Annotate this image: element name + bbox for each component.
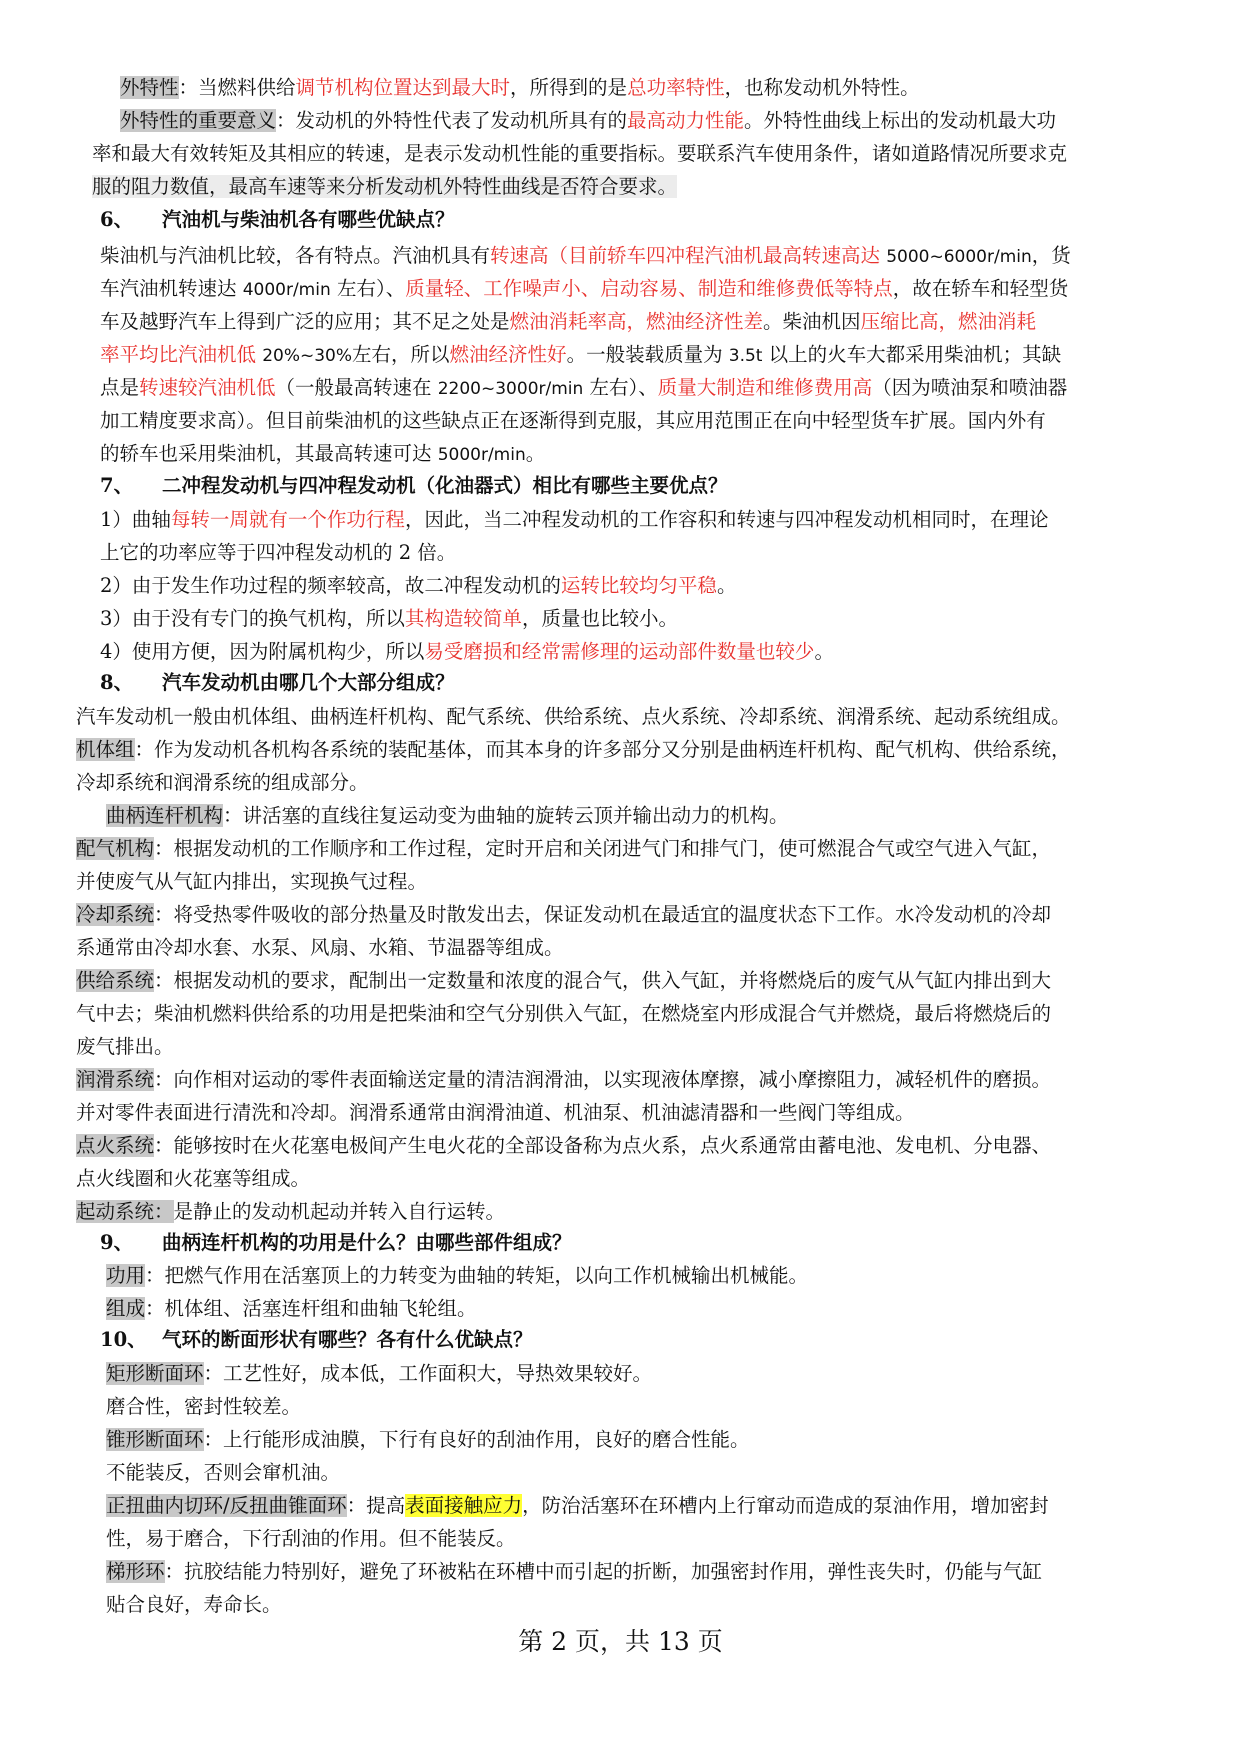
s5-line-4: 服的阻力数值，最高车速等来分析发动机外特性曲线是否符合要求。 <box>92 175 678 198</box>
s6-line-4: 率平均比汽油机低 20%~30%左右，所以燃油经济性好。一般装载质量为 3.5t 以上的火车大都采用柴油机；其缺 <box>100 343 1062 366</box>
s8-line-14: 点火系统：能够按时在火花塞电极间产生电火花的全部设备称为点火系，点火系通常由蓄电池、发电机、分电器、 <box>76 1134 1052 1157</box>
s7-line-2: 上它的功率应等于四冲程发动机的 2 倍。 <box>100 541 457 564</box>
s6-line-7: 的轿车也采用柴油机，其最高转速可达 5000r/min。 <box>100 442 546 465</box>
s8-line-15: 点火线圈和火花塞等组成。 <box>76 1167 311 1190</box>
section-6-heading: 6、 汽油机与柴油机各有哪些优缺点？ <box>100 208 455 231</box>
s7-line-4: 3）由于没有专门的换气机构，所以其构造较简单，质量也比较小。 <box>100 607 678 630</box>
s6-line-1: 柴油机与汽油机比较，各有特点。汽油机具有转速高（目前轿车四冲程汽油机最高转速高达 5000~6000r/min，货 <box>100 244 1071 267</box>
section-8-heading: 8、 汽车发动机由哪几个大部分组成？ <box>100 671 455 694</box>
s8-line-9: 供给系统：根据发动机的要求，配制出一定数量和浓度的混合气，供入气缸，并将燃烧后的废气从气缸内排出到大 <box>76 969 1052 992</box>
s10-line-3: 锥形断面环：上行能形成油膜，下行有良好的刮油作用，良好的磨合性能。 <box>106 1428 750 1451</box>
s6-line-3: 车及越野汽车上得到广泛的应用；其不足之处是燃油消耗率高，燃油经济性差。柴油机因压缩比高，燃油消耗 <box>100 310 1037 333</box>
s10-line-2: 磨合性，密封性较差。 <box>106 1395 302 1418</box>
s10-line-5: 正扭曲内切环/反扭曲锥面环：提高表面接触应力，防治活塞环在环槽内上行窜动而造成的泵油作用，增加密封 <box>106 1494 1049 1517</box>
s8-line-16: 起动系统：是静止的发动机起动并转入自行运转。 <box>76 1200 506 1223</box>
s7-line-3: 2）由于发生作功过程的频率较高，故二冲程发动机的运转比较均匀平稳。 <box>100 574 737 597</box>
page-number-footer: 第 2 页，共 13 页 <box>518 1627 723 1656</box>
s8-line-2: 机体组：作为发动机各机构各系统的装配基体，而其本身的许多部分又分别是曲柄连杆机构、配气机构、供给系统， <box>76 738 1071 761</box>
s8-line-1: 汽车发动机一般由机体组、曲柄连杆机构、配气系统、供给系统、点火系统、冷却系统、润滑系统、起动系统组成。 <box>76 705 1071 728</box>
s10-line-7: 梯形环：抗胶结能力特别好，避免了环被粘在环槽中而引起的折断，加强密封作用，弹性丧失时，仍能与气缸 <box>106 1560 1043 1583</box>
s8-line-5: 配气机构：根据发动机的工作顺序和工作过程，定时开启和关闭进气门和排气门，使可燃混合气或空气进入气缸， <box>76 837 1052 860</box>
s10-line-1: 矩形断面环：工艺性好，成本低，工作面积大，导热效果较好。 <box>106 1362 653 1385</box>
s10-line-6: 性，易于磨合，下行刮油的作用。但不能装反。 <box>106 1527 516 1550</box>
s8-line-10: 气中去；柴油机燃料供给系的功用是把柴油和空气分别供入气缸，在燃烧室内形成混合气并燃烧，最后将燃烧后的 <box>76 1002 1052 1025</box>
s8-line-3: 冷却系统和润滑系统的组成部分。 <box>76 771 369 794</box>
s7-line-5: 4）使用方便，因为附属机构少，所以易受磨损和经常需修理的运动部件数量也较少。 <box>100 640 834 663</box>
section-7-heading: 7、 二冲程发动机与四冲程发动机（化油器式）相比有哪些主要优点？ <box>100 474 728 497</box>
section-10-heading: 10、 气环的断面形状有哪些？各有什么优缺点？ <box>100 1328 533 1351</box>
s9-line-1: 功用：把燃气作用在活塞顶上的力转变为曲轴的转矩，以向工作机械输出机械能。 <box>106 1264 809 1287</box>
s8-line-8: 系通常由冷却水套、水泵、风扇、水箱、节温器等组成。 <box>76 936 564 959</box>
s8-line-7: 冷却系统：将受热零件吸收的部分热量及时散发出去，保证发动机在最适宜的温度状态下工作。水冷发动机的冷却 <box>76 903 1052 926</box>
s10-line-8: 贴合良好，寿命长。 <box>106 1593 282 1616</box>
s8-line-12: 润滑系统：向作相对运动的零件表面输送定量的清洁润滑油，以实现液体摩擦，减小摩擦阻力，减轻机件的磨损。 <box>76 1068 1052 1091</box>
s5-line-1: 外特性：当燃料供给调节机构位置达到最大时，所得到的是总功率特性，也称发动机外特性。 <box>120 76 920 99</box>
s6-line-2: 车汽油机转速达 4000r/min 左右）、质量轻、工作噪声小、启动容易、制造和维修费低等特点，故在轿车和轻型货 <box>100 277 1069 300</box>
s9-line-2: 组成：机体组、活塞连杆组和曲轴飞轮组。 <box>106 1297 477 1320</box>
s8-line-13: 并对零件表面进行清洗和冷却。润滑系通常由润滑油道、机油泵、机油滤清器和一些阀门等组成。 <box>76 1101 915 1124</box>
s5-line-2: 外特性的重要意义：发动机的外特性代表了发动机所具有的最高动力性能。外特性曲线上标出的发动机最大功 <box>120 109 1057 132</box>
s8-line-4: 曲柄连杆机构：讲活塞的直线往复运动变为曲轴的旋转云顶并输出动力的机构。 <box>106 804 789 827</box>
s6-line-6: 加工精度要求高）。但目前柴油机的这些缺点正在逐渐得到克服，其应用范围正在向中轻型货车扩展。国内外有 <box>100 409 1046 432</box>
s5-line-3: 率和最大有效转矩及其相应的转速，是表示发动机性能的重要指标。要联系汽车使用条件，诸如道路情况所要求克 <box>92 142 1068 165</box>
s6-line-5: 点是转速较汽油机低（一般最高转速在 2200~3000r/min 左右）、质量大制造和维修费用高（因为喷油泵和喷油器 <box>100 376 1068 399</box>
s7-line-1: 1）曲轴每转一周就有一个作功行程，因此，当二冲程发动机的工作容积和转速与四冲程发动机相同时，在理论 <box>100 508 1049 531</box>
s8-line-11: 废气排出。 <box>76 1035 174 1058</box>
s8-line-6: 并使废气从气缸内排出，实现换气过程。 <box>76 870 428 893</box>
s10-line-4: 不能装反，否则会窜机油。 <box>106 1461 341 1484</box>
section-9-heading: 9、 曲柄连杆机构的功用是什么？由哪些部件组成？ <box>100 1231 572 1254</box>
